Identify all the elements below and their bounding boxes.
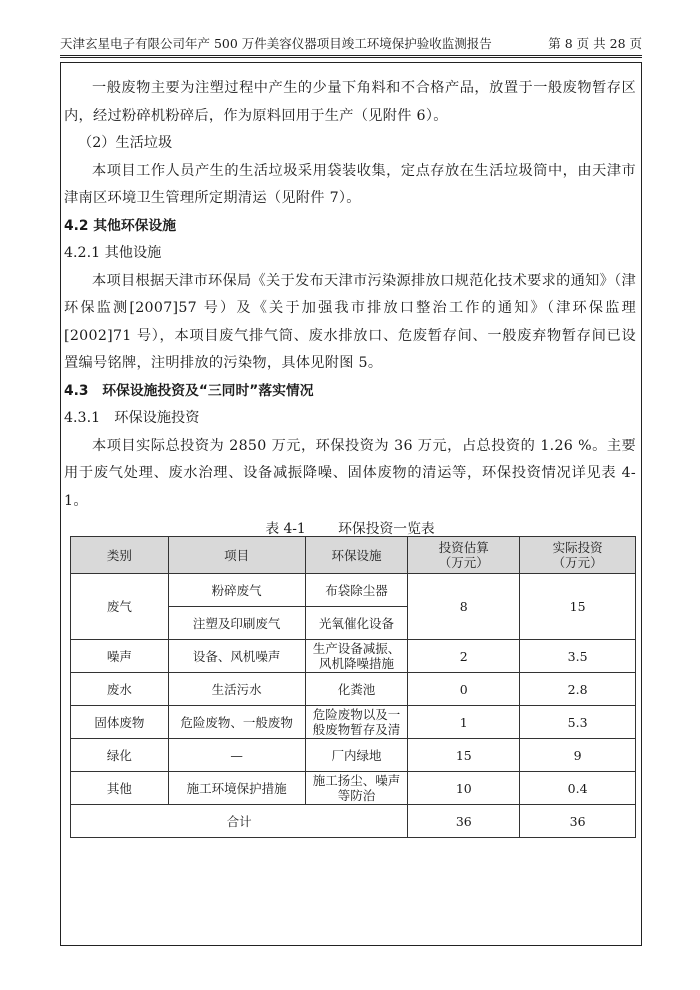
cell-item: — — [168, 739, 305, 772]
table-row — [71, 772, 636, 805]
table-row — [71, 640, 636, 673]
cell-facility: 生产设备减振、风机降噪措施 — [305, 640, 408, 673]
cell-facility: 布袋除尘器 — [305, 574, 408, 607]
cell-total-actual: 36 — [520, 805, 636, 838]
table-row — [71, 706, 636, 739]
cell-total-label: 合计 — [71, 805, 408, 838]
cell-item: 粉碎废气 — [168, 574, 305, 607]
cell-item: 危险废物、一般废物 — [168, 706, 305, 739]
page-number: 第 8 页 共 28 页 — [548, 36, 642, 51]
cell-actual: 9 — [520, 739, 636, 772]
investment-table — [70, 536, 636, 838]
cell-category: 其他 — [71, 772, 169, 805]
cell-facility: 化粪池 — [305, 673, 408, 706]
paragraph-general-waste: 一般废物主要为注塑过程中产生的少量下角料和不合格产品，放置于一般废物暂存区内，经过粉碎机粉碎后，作为原料回用于生产（见附件 6）。 — [64, 80, 636, 124]
cell-facility: 厂内绿地 — [305, 739, 408, 772]
table-row — [71, 739, 636, 772]
paragraph-other-facilities: 本项目根据天津市环保局《关于发布天津市污染源排放口规范化技术要求的通知》（津环保监测[2007]57 号）及《关于加强我市排放口整治工作的通知》（津环保监理[2002]71 号），本项目废气排气筒、废水排放口、危废暂存间、一般废弃物暂存间已设置编号铭牌，注明排放的污染物，具体见附图 5。 — [64, 272, 636, 371]
cell-total-estimate: 36 — [408, 805, 520, 838]
paragraph-investment: 本项目实际总投资为 2850 万元，环保投资为 36 万元，占总投资的 1.26 %。主要用于废气处理、废水治理、设备减振降噪、固体废物的清运等，环保投资情况详见表 4-1。 — [64, 437, 636, 509]
cell-estimate: 0 — [408, 673, 520, 706]
cell-actual: 15 — [520, 574, 636, 640]
cell-actual: 5.3 — [520, 706, 636, 739]
paragraph-domestic-waste: 本项目工作人员产生的生活垃圾采用袋装收集，定点存放在生活垃圾筒中，由天津市津南区环境卫生管理所定期清运（见附件 7）。 — [64, 162, 636, 206]
cell-category: 废气 — [71, 574, 169, 640]
heading-4-2-1: 4.2.1 其他设施 — [64, 245, 162, 261]
report-title: 天津玄星电子有限公司年产 500 万件美容仪器项目竣工环境保护验收监测报告 — [60, 36, 492, 51]
cell-estimate: 8 — [408, 574, 520, 640]
cell-category: 废水 — [71, 673, 169, 706]
table-title: 环保投资一览表 — [338, 521, 435, 537]
header-rule — [60, 57, 642, 58]
table-row — [71, 673, 636, 706]
col-header-estimate: 投资估算 （万元） — [408, 537, 520, 574]
col-header-facility: 环保设施 — [305, 537, 408, 574]
table-header-row — [71, 537, 636, 574]
cell-facility: 施工扬尘、噪声等防治 — [305, 772, 408, 805]
cell-item: 施工环境保护措施 — [168, 772, 305, 805]
cell-item: 注塑及印刷废气 — [168, 607, 305, 640]
cell-facility: 光氧催化设备 — [305, 607, 408, 640]
cell-estimate: 15 — [408, 739, 520, 772]
heading-4-3: 4.3 环保设施投资及“三同时”落实情况 — [64, 382, 314, 399]
cell-actual: 3.5 — [520, 640, 636, 673]
cell-estimate: 10 — [408, 772, 520, 805]
col-header-category: 类别 — [71, 537, 169, 574]
table-total-row — [71, 805, 636, 838]
heading-4-3-1: 4.3.1 环保设施投资 — [64, 410, 200, 426]
subheading-domestic-waste: （2）生活垃圾 — [78, 135, 173, 151]
cell-item: 生活污水 — [168, 673, 305, 706]
col-header-actual: 实际投资 （万元） — [520, 537, 636, 574]
table-number: 表 4-1 — [265, 521, 306, 537]
cell-item: 设备、风机噪声 — [168, 640, 305, 673]
cell-facility: 危险废物以及一般废物暂存及清 — [305, 706, 408, 739]
cell-actual: 0.4 — [520, 772, 636, 805]
cell-category: 固体废物 — [71, 706, 169, 739]
cell-category: 噪声 — [71, 640, 169, 673]
page-header — [60, 34, 642, 56]
heading-4-2: 4.2 其他环保设施 — [64, 217, 177, 234]
col-header-item: 项目 — [168, 537, 305, 574]
cell-category: 绿化 — [71, 739, 169, 772]
cell-actual: 2.8 — [520, 673, 636, 706]
page-content — [64, 75, 636, 549]
cell-estimate: 2 — [408, 640, 520, 673]
table-row — [71, 574, 636, 607]
cell-estimate: 1 — [408, 706, 520, 739]
